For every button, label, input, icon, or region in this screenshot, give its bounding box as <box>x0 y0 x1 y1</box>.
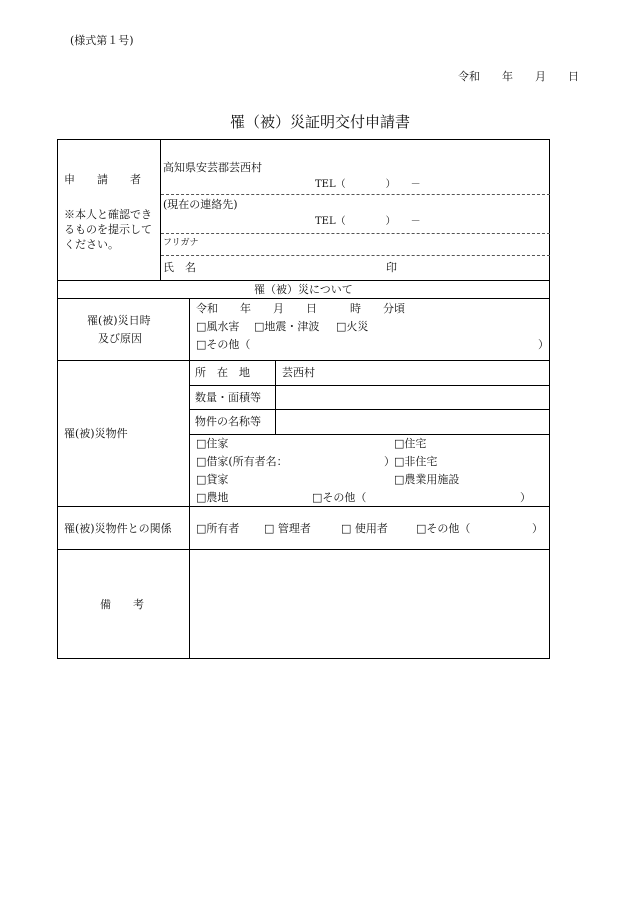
property-name-label: 物件の名称等 <box>195 415 261 428</box>
type-lease[interactable]: □貸家 <box>196 473 229 486</box>
type-farmland[interactable]: □農地 <box>196 491 229 504</box>
cause-option-fire[interactable]: □火災 <box>336 320 369 333</box>
cause-option-other[interactable]: □その他（ <box>196 338 251 351</box>
application-form-table <box>57 139 550 659</box>
relation-manager[interactable]: □ 管理者 <box>264 522 311 535</box>
date-line: 令和 年 月 日 <box>458 70 579 83</box>
datetime-label-1: 罹(被)災日時 <box>87 314 151 327</box>
contact-label: (現在の連絡先) <box>163 198 238 211</box>
seal-label: 印 <box>386 261 397 274</box>
disaster-date-line[interactable]: 令和 年 月 日 時 分頃 <box>196 302 405 315</box>
relation-other[interactable]: □その他（ <box>416 522 471 535</box>
datetime-label-2: 及び原因 <box>98 332 142 345</box>
relation-user[interactable]: □ 使用者 <box>341 522 388 535</box>
relation-owner[interactable]: □所有者 <box>196 522 240 535</box>
type-other[interactable]: □その他（ <box>312 491 367 504</box>
furigana-label: フリガナ <box>163 238 199 248</box>
type-residence[interactable]: □住宅 <box>394 437 427 450</box>
form-number: (様式第１号) <box>70 34 134 47</box>
address-prefix[interactable]: 高知県安芸郡芸西村 <box>163 161 262 174</box>
property-label: 罹(被)災物件 <box>64 427 128 440</box>
name-label: 氏 名 <box>163 261 196 274</box>
tel-field-2[interactable]: TEL（ ） － <box>315 216 421 227</box>
relation-label: 罹(被)災物件との関係 <box>64 522 172 535</box>
location-value[interactable]: 芸西村 <box>282 366 315 379</box>
type-rental-close: ） <box>384 455 395 468</box>
type-other-close: ） <box>520 491 531 504</box>
section-header: 罹（被）災について <box>254 283 353 296</box>
tel-field[interactable]: TEL（ ） － <box>315 179 421 190</box>
cause-option-flood[interactable]: □風水害 <box>196 320 240 333</box>
type-house[interactable]: □住家 <box>196 437 229 450</box>
type-agri-facility[interactable]: □農業用施設 <box>394 473 460 486</box>
type-rental[interactable]: □借家(所有者名： <box>196 455 288 468</box>
remarks-field[interactable] <box>190 550 548 657</box>
type-non-residence[interactable]: □非住宅 <box>394 455 438 468</box>
applicant-label: 申 請 者 <box>64 173 141 186</box>
remarks-label: 備 考 <box>100 598 144 611</box>
relation-other-close: ） <box>532 522 543 535</box>
cause-option-earthquake[interactable]: □地震・津波 <box>254 320 320 333</box>
cause-other-close: ） <box>538 338 549 351</box>
quantity-label: 数量・面積等 <box>195 391 261 404</box>
location-label: 所 在 地 <box>195 366 250 379</box>
document-title: 罹（被）災証明交付申請書 <box>230 113 411 131</box>
identity-note: ※本人と確認できるものを提示してください。 <box>64 208 152 251</box>
